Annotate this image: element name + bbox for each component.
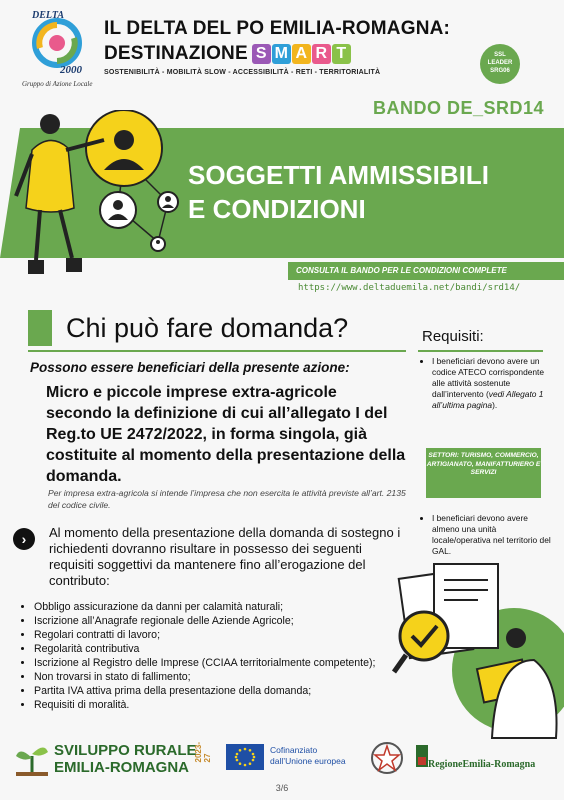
arrow-right-icon: › [13,528,35,550]
list-item: • I beneficiari devono avere almeno una unità locale/operativa nel territorio del GAL. [432,513,557,557]
list-item: • Obbligo assicurazione da danni per calamità naturali; [34,600,414,614]
list-item: • Iscrizione al Registro delle Imprese (CCIAA territorialmente competente); [34,656,414,670]
section-heading: Chi può fare domanda? [66,313,349,343]
sviluppo-line-1: SVILUPPO RURALE [54,742,197,759]
bando-url-link[interactable]: https://www.deltaduemila.net/bandi/srd14/ [298,283,521,293]
badge-line: LEADER [487,60,513,66]
eu-text-line-2: dall’Unione europea [270,756,346,766]
delta-swirl-icon [32,18,82,68]
list-item: • Requisiti di moralità. [34,698,414,712]
list-item: • Regolari contratti di lavoro; [34,628,414,642]
logo-group: Gruppo di Azione Locale [22,80,93,88]
list-item: • Regolarità contributiva [34,642,414,656]
smart-letter: R [312,44,331,64]
list-item: • Iscrizione all’Anagrafe regionale delle Aziende Agricole; [34,614,414,628]
header-subtitle: SOSTENIBILITÀ - MOBILITÀ SLOW - ACCESSIBILITÀ - RETI - TERRITORIALITÀ [104,69,381,76]
page-title [104,16,450,66]
requisiti-heading: Requisiti: [422,328,484,345]
settori-box: SETTORI: TURISMO, COMMERCIO, ARTIGIANATO, MANIFATTURIERO E SERVIZI [426,448,541,498]
eu-flag-icon [226,744,264,770]
smart-letter: S [252,44,271,64]
consulta-banner: CONSULTA IL BANDO PER LE CONDIZIONI COMPLETE [288,262,564,280]
logo-year: 2000 [60,64,82,76]
title-line-2-wrap [104,41,450,66]
region-logo-icon [416,745,428,767]
requirements-list [22,600,414,712]
heading-underline [28,350,406,352]
badge-line: SSL [494,52,506,58]
list-item: • Partita IVA attiva prima della presentazione della domanda; [34,684,414,698]
extra-agricole-note: Per impresa extra-agricola si intende l’impresa che non esercita le attività previste all’art. 2135 del codice civile. [48,488,406,510]
smart-logo [252,44,351,64]
req1-end: ). [492,400,498,410]
requisiti-list-2 [420,513,557,557]
logo-word: DELTA [32,10,65,21]
title-line-2: DESTINAZIONE [104,43,248,64]
eu-text-line-1: Cofinanziato [270,745,318,755]
programme-years: 2023-27 [194,742,212,763]
req1-italic: vedi Allegato 1 all’ultima pagina [432,389,544,410]
smart-letter: A [292,44,311,64]
list-item [432,356,557,411]
beneficiaries-definition: Micro e piccole imprese extra-agricole secondo la definizione di cui all’allegato I del Reg.to UE 2472/2022, in forma singola, già costituite al momento della presentazione della domanda. [46,384,406,485]
title-line-1: IL DELTA DEL PO EMILIA-ROMAGNA: [104,18,451,39]
documents-check-illustration [384,560,564,740]
italian-republic-emblem-icon [370,740,404,776]
page-number: 3/6 [275,783,289,793]
badge-line: SRG06 [490,68,510,74]
beneficiaries-intro: Possono essere beneficiari della presente azione: [30,360,350,375]
sprout-icon [14,742,50,776]
smart-letter: T [332,44,351,64]
region-name: RegioneEmilia-Romagna [428,759,536,770]
networking-illustration [0,110,200,290]
band-title [188,158,489,226]
heading-accent-bar [28,310,52,346]
requisiti-underline [418,350,543,352]
band-title-line-1: SOGGETTI AMMISSIBILI [188,160,489,190]
requirements-intro: Al momento della presentazione della domanda di sostegno i richiedenti dovranno risultare in possesso dei seguenti requisiti soggettivi da mantenere fino all’erogazione del contributo: [49,525,401,588]
bando-code: BANDO DE_SRD14 [372,98,544,118]
req1-text: I beneficiari devono avere un codice ATECO corrispondente alle attività sostenute dall’intervento ( [432,356,545,399]
smart-letter: M [272,44,291,64]
eu-stars-icon [226,744,264,770]
eu-cofinanced-text [270,745,346,767]
band-title-line-2: E CONDIZIONI [188,194,366,224]
requisiti-list-1 [420,356,557,411]
sviluppo-line-2: EMILIA-ROMAGNA [54,759,189,776]
ssl-leader-badge [480,44,520,84]
delta2000-logo [20,10,100,90]
list-item: • Non trovarsi in stato di fallimento; [34,670,414,684]
